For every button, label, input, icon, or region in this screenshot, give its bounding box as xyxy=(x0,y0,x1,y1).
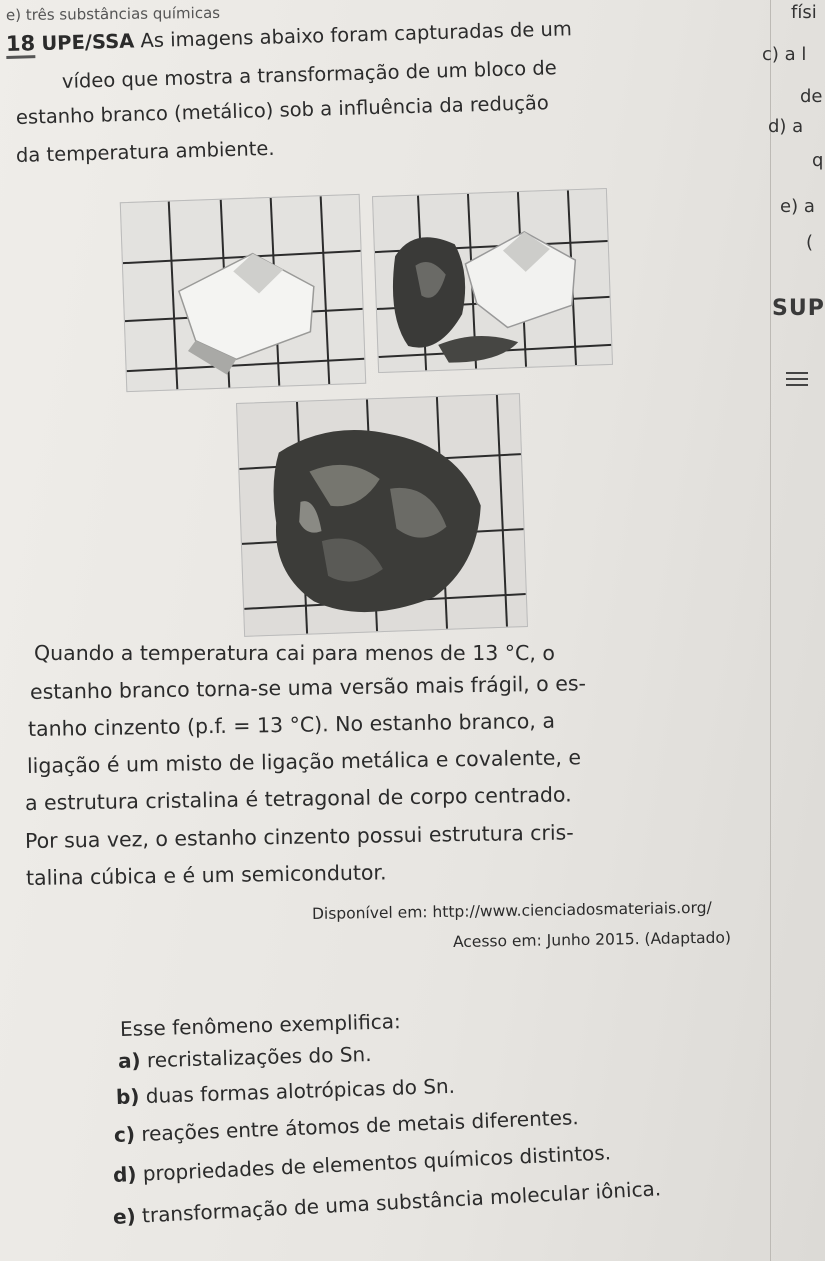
option-b-text: duas formas alotrópicas do Sn. xyxy=(145,1073,456,1109)
right-fragment-5: q xyxy=(812,150,824,171)
option-e xyxy=(112,1176,661,1229)
citation-line-2: Acesso em: Junho 2015. (Adaptado) xyxy=(452,928,732,951)
option-a-letter: a) xyxy=(117,1048,141,1073)
question-line-4: da temperatura ambiente. xyxy=(15,136,275,167)
option-e-text: transformação de uma substância molecular iônica. xyxy=(141,1176,662,1228)
photo-grey-tin xyxy=(236,393,528,637)
right-fragment-6: e) a xyxy=(780,196,815,217)
body-line-1: Quando a temperatura cai para menos de 13 °C, o xyxy=(34,641,555,665)
question-prompt: Esse fenômeno exemplifica: xyxy=(119,1009,402,1041)
body-line-2: estanho branco torna-se uma versão mais frágil, o es- xyxy=(29,671,587,704)
right-fragment-2: c) a l xyxy=(762,44,807,65)
body-line-6: Por sua vez, o estanho cinzento possui estrutura cris- xyxy=(24,820,574,853)
previous-option-fragment: e) três substâncias químicas xyxy=(5,3,221,25)
right-fragment-4: d) a xyxy=(768,116,804,137)
section-menu-icon xyxy=(786,368,808,390)
option-a-text: recristalizações do Sn. xyxy=(146,1041,372,1073)
body-line-5: a estrutura cristalina é tetragonal de corpo centrado. xyxy=(24,782,572,815)
option-b-letter: b) xyxy=(115,1084,140,1109)
partial-transformation-image xyxy=(373,189,612,372)
right-fragment-1: físi xyxy=(791,2,817,23)
question-text-1: As imagens abaixo foram capturadas de um xyxy=(140,17,573,53)
body-line-7: talina cúbica e é um semicondutor. xyxy=(25,860,387,890)
body-line-4: ligação é um misto de ligação metálica e covalente, e xyxy=(26,745,582,778)
question-line-2: vídeo que mostra a transformação de um bloco de xyxy=(61,56,557,93)
option-d-text: propriedades de elementos químicos distintos. xyxy=(142,1140,612,1186)
option-a xyxy=(118,1042,372,1073)
option-e-letter: e) xyxy=(112,1203,137,1229)
white-tin-block-image xyxy=(121,195,365,391)
question-line-3: estanho branco (metálico) sob a influência da redução xyxy=(15,91,550,129)
citation-line-1: Disponível em: http://www.cienciadosmateriais.org/ xyxy=(311,898,712,923)
option-c-letter: c) xyxy=(113,1122,136,1147)
photo-white-tin-block xyxy=(120,194,366,392)
option-c xyxy=(114,1105,580,1147)
photo-partial-transformation xyxy=(372,188,613,373)
grey-tin-image xyxy=(237,394,527,636)
question-source: UPE/SSA xyxy=(41,29,135,56)
section-label: SUP xyxy=(772,296,825,321)
right-fragment-7: ( xyxy=(806,232,814,253)
option-c-text: reações entre átomos de metais diferentes. xyxy=(140,1105,580,1146)
option-d-letter: d) xyxy=(112,1161,137,1187)
column-divider xyxy=(770,0,771,1261)
right-fragment-3: de xyxy=(800,86,823,107)
option-b xyxy=(116,1074,456,1109)
option-d xyxy=(112,1140,611,1187)
body-line-3: tanho cinzento (p.f. = 13 °C). No estanho branco, a xyxy=(27,708,556,741)
question-number: 18 xyxy=(6,31,36,59)
